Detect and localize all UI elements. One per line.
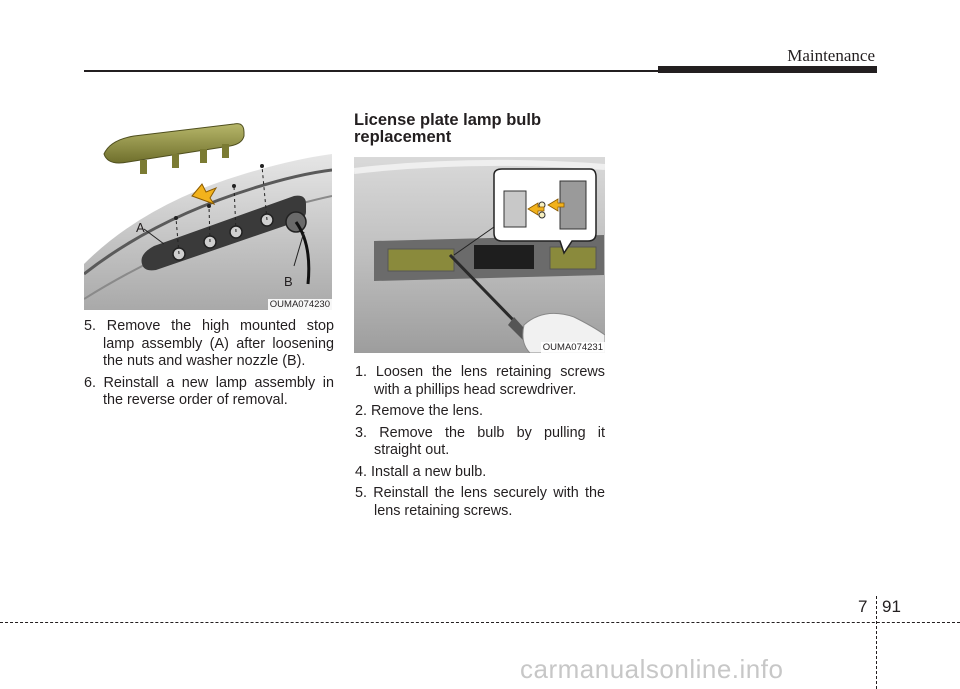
step-item: 1. Loosen the lens retaining screws with a phillips head screwdriver.: [355, 364, 605, 398]
watermark: carmanualsonline.info: [520, 654, 784, 684]
footer-divider: [876, 596, 877, 689]
figure-code: OUMA074230: [269, 299, 330, 310]
step-item: 4. Install a new bulb.: [355, 463, 487, 480]
header-rule: [84, 70, 659, 72]
footer-rule: [0, 622, 960, 623]
license-lamp-illustration: [354, 157, 605, 353]
step-item: 5. Reinstall the lens securely with the lens retaining screws.: [355, 485, 605, 519]
header-rule-bar: [658, 66, 877, 73]
license-lamp-steps: [355, 364, 605, 524]
chapter-number: 7: [858, 597, 868, 616]
license-lamp-figure: [354, 157, 605, 353]
page-section-title: Maintenance: [787, 46, 875, 65]
page-number: 91: [882, 597, 901, 616]
stop-lamp-steps: [84, 318, 334, 414]
step-item: 6. Reinstall a new lamp assembly in the reverse order of removal.: [84, 374, 334, 408]
step-item: 3. Remove the bulb by pulling it straight out.: [355, 424, 605, 458]
stop-lamp-illustration: [84, 114, 332, 310]
step-item: 2. Remove the lens.: [355, 403, 483, 419]
section-heading: License plate lamp bulb replacement: [354, 111, 542, 146]
callout-b: B: [284, 274, 293, 289]
callout-a: A: [136, 220, 145, 235]
figure-code: OUMA074231: [542, 342, 603, 353]
step-item: 5. Remove the high mounted stop lamp assembly (A) after loosening the nuts and washer nozzle (B).: [84, 318, 334, 369]
stop-lamp-figure: [84, 114, 332, 310]
